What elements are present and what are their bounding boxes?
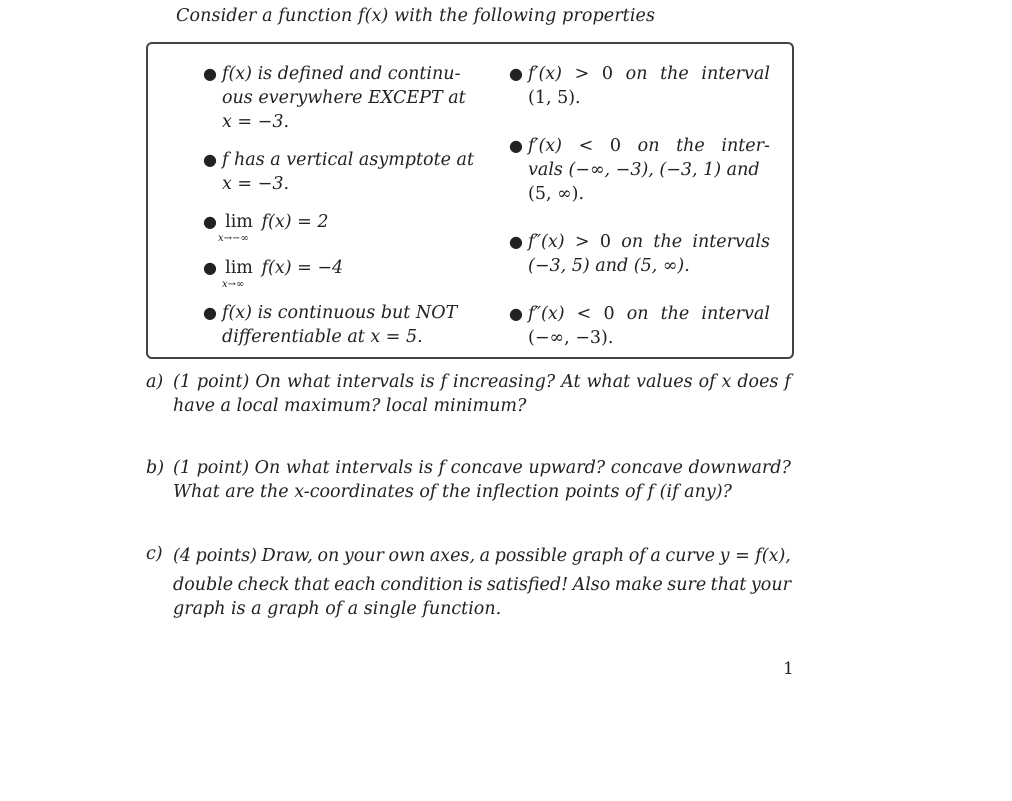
word: intervals <box>336 372 415 392</box>
word: inter- <box>721 136 770 156</box>
word: At <box>561 372 581 392</box>
word: satisfied! <box>486 575 569 595</box>
question-body <box>173 370 791 418</box>
word: what <box>586 372 631 392</box>
question-body <box>173 542 791 622</box>
word: interval <box>701 304 770 324</box>
property-line: x = −3. <box>222 112 290 132</box>
word: f <box>438 458 446 478</box>
word: 0 <box>609 136 622 156</box>
property-first-derivative-negative <box>509 134 770 206</box>
word: (1 <box>173 372 191 392</box>
word: the <box>653 232 683 252</box>
word: on <box>637 136 660 156</box>
page-number: 1 <box>783 659 794 679</box>
word: < <box>578 136 594 156</box>
word: upward? <box>528 458 606 478</box>
limit-subscript: x→−∞ <box>218 233 249 244</box>
property-line: ous everywhere EXCEPT at <box>222 88 466 108</box>
word: downward? <box>688 458 791 478</box>
property-defined-continuous <box>203 62 466 134</box>
word: (1 <box>173 458 191 478</box>
word: axes, <box>429 546 476 566</box>
word: sure <box>667 575 707 595</box>
word: f′(x) <box>528 136 562 156</box>
word: the <box>676 136 705 156</box>
word: points) <box>195 546 257 566</box>
bullet-icon: ● <box>203 258 217 277</box>
word: your <box>750 575 791 595</box>
properties-box <box>146 42 794 359</box>
property-first-derivative-positive <box>509 62 770 110</box>
word: intervals <box>335 458 413 478</box>
property-line: x = −3. <box>222 174 290 194</box>
word: each <box>334 575 377 595</box>
question-line-justified <box>173 574 791 596</box>
intro-text: Consider a function f(x) with the following properties <box>176 6 656 26</box>
word: concave <box>450 458 523 478</box>
word: graph <box>571 546 625 566</box>
limit-word: lim <box>225 258 253 278</box>
word: f″(x) <box>528 304 565 324</box>
word: possible <box>494 546 568 566</box>
word: (4 <box>173 546 191 566</box>
word: the <box>660 304 690 324</box>
word: make <box>614 575 663 595</box>
bullet-icon: ● <box>509 304 523 323</box>
word: the <box>660 64 689 84</box>
word: > <box>574 64 590 84</box>
limit-operator <box>218 210 256 244</box>
word: On <box>254 458 281 478</box>
question-line-justified <box>173 542 791 570</box>
word: values <box>636 372 693 392</box>
word: 0 <box>601 64 614 84</box>
word: your <box>343 546 384 566</box>
question-line-justified <box>173 456 791 480</box>
property-not-differentiable <box>203 301 466 349</box>
word: x <box>721 372 732 392</box>
word: what <box>286 372 331 392</box>
property-line: (5, ∞). <box>528 184 585 204</box>
property-line: f(x) is defined and continu- <box>222 64 461 84</box>
bullet-icon: ● <box>509 232 523 251</box>
word: does <box>737 372 779 392</box>
bullet-icon: ● <box>203 64 217 83</box>
word: 0 <box>599 232 611 252</box>
word: a <box>650 546 661 566</box>
bullet-icon: ● <box>203 212 217 231</box>
property-line-justified <box>528 302 770 326</box>
bullet-icon: ● <box>203 150 217 169</box>
word: On <box>255 372 281 392</box>
limit-word: lim <box>225 212 253 232</box>
word: f <box>440 372 447 392</box>
word: is <box>467 575 483 595</box>
limit-subscript: x→∞ <box>222 279 245 290</box>
word: on <box>626 304 649 324</box>
word: check <box>237 575 290 595</box>
property-line: f has a vertical asymptote at <box>222 150 474 170</box>
bullet-icon: ● <box>509 64 523 83</box>
property-line: vals (−∞, −3), (−3, 1) and <box>528 160 760 180</box>
word: curve <box>665 546 716 566</box>
word: is <box>418 458 433 478</box>
property-line-justified <box>528 134 770 158</box>
word: on <box>317 546 340 566</box>
question-label: b) <box>146 458 165 478</box>
word: of <box>698 372 716 392</box>
word: Draw, <box>261 546 313 566</box>
property-line-justified <box>528 230 770 254</box>
word: > <box>574 232 590 252</box>
word: f″(x) <box>528 232 565 252</box>
property-limit-neg-infinity <box>203 210 466 244</box>
word: 0 <box>603 304 615 324</box>
word: increasing? <box>452 372 556 392</box>
word: on <box>621 232 644 252</box>
bullet-icon: ● <box>203 303 217 322</box>
bullet-icon: ● <box>509 136 523 155</box>
word: condition <box>380 575 464 595</box>
word: what <box>285 458 330 478</box>
word: point) <box>196 372 250 392</box>
limit-expression: f(x) = 2 <box>261 212 329 232</box>
limit-expression: f(x) = −4 <box>261 258 344 278</box>
word: f <box>784 372 791 392</box>
word: Also <box>572 575 611 595</box>
property-vertical-asymptote <box>203 148 474 196</box>
word: f′(x) <box>528 64 562 84</box>
property-line-justified <box>528 62 770 86</box>
word: of <box>628 546 646 566</box>
property-second-derivative-negative <box>509 302 770 350</box>
question-label: a) <box>146 372 164 392</box>
question-body <box>173 456 791 504</box>
question-line: graph is a graph of a single function. <box>173 599 502 619</box>
property-line: (−3, 5) and (5, ∞). <box>528 256 690 276</box>
property-line: (1, 5). <box>528 88 581 108</box>
property-line: differentiable at x = 5. <box>222 327 423 347</box>
property-second-derivative-positive <box>509 230 770 278</box>
word: that <box>293 575 330 595</box>
word: intervals <box>692 232 770 252</box>
word: own <box>388 546 426 566</box>
question-line: What are the x-coordinates of the inflection points of f (if any)? <box>173 482 732 502</box>
property-limit-pos-infinity <box>203 256 466 290</box>
word: on <box>625 64 648 84</box>
word: y = f(x), <box>719 546 791 566</box>
property-line: (−∞, −3). <box>528 328 614 348</box>
property-line: f(x) is continuous but NOT <box>222 303 458 323</box>
limit-operator <box>222 256 256 290</box>
word: is <box>420 372 435 392</box>
word: < <box>576 304 592 324</box>
question-line-justified <box>173 370 791 394</box>
word: concave <box>610 458 683 478</box>
word: double <box>173 575 234 595</box>
word: a <box>479 546 491 566</box>
word: that <box>710 575 747 595</box>
question-label: c) <box>146 544 163 564</box>
word: point) <box>196 458 250 478</box>
question-line: have a local maximum? local minimum? <box>173 396 527 416</box>
word: interval <box>701 64 770 84</box>
